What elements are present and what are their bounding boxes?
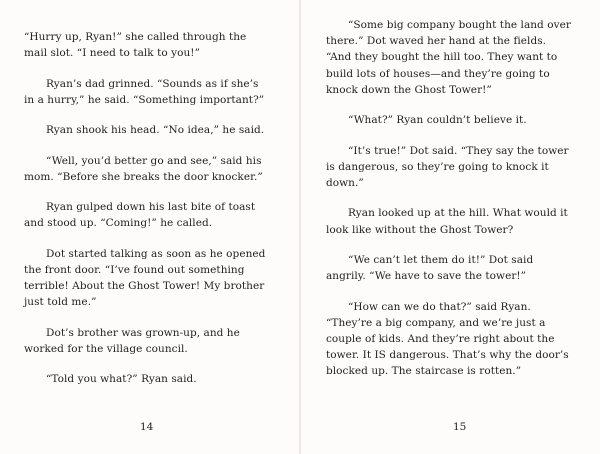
right-page bbox=[300, 0, 600, 454]
paragraph: Ryan’s dad grinned. “Sounds as if she’s in a hurry,” he said. “Something important?” bbox=[24, 77, 265, 106]
paragraph: “Told you what?” Ryan said. bbox=[46, 373, 197, 386]
paragraph: Dot started talking as soon as he opened the front door. “I’ve found out something terrible! About the Ghost Tower! My brother just told me.” bbox=[24, 247, 266, 309]
paragraph: Ryan gulped down his last bite of toast and stood up. “Coming!” he called. bbox=[24, 201, 256, 230]
paragraph: “We can’t let them do it!” Dot said angrily. “We have to save the tower!” bbox=[326, 253, 534, 283]
paragraph: Ryan looked up at the hill. What would it look like without the Ghost Tower? bbox=[326, 207, 568, 236]
paragraph: “Well, you’d better go and see,” said his mom. “Before she breaks the door knocker.” bbox=[24, 154, 263, 183]
paragraph: “How can we do that?” said Ryan. “They’re a big company, and we’re just a couple of kids. And they’re right about the tower. It IS dangerous. That’s why the door’s blocked up. The staircase is rotten.” bbox=[326, 300, 569, 378]
page-number: 15 bbox=[453, 421, 467, 433]
paragraph: “Hurry up, Ryan!” she called through the mail slot. “I need to talk to you!” bbox=[24, 31, 247, 60]
paragraph: “It’s true!” Dot said. “They say the tower is dangerous, so they’re going to knock it down.” bbox=[326, 144, 569, 189]
page-number: 14 bbox=[140, 421, 154, 433]
paragraph: Dot’s brother was grown-up, and he worked for the village council. bbox=[24, 326, 240, 355]
paragraph: Ryan shook his head. “No idea,” he said. bbox=[46, 124, 265, 137]
paragraph: “Some big company bought the land over there.” Dot waved her hand at the fields. “And they bought the hill too. They want to build lots of houses—and they’re going to knock down the Ghost Tower!” bbox=[326, 19, 571, 96]
paragraph: “What?” Ryan couldn’t believe it. bbox=[348, 114, 527, 127]
